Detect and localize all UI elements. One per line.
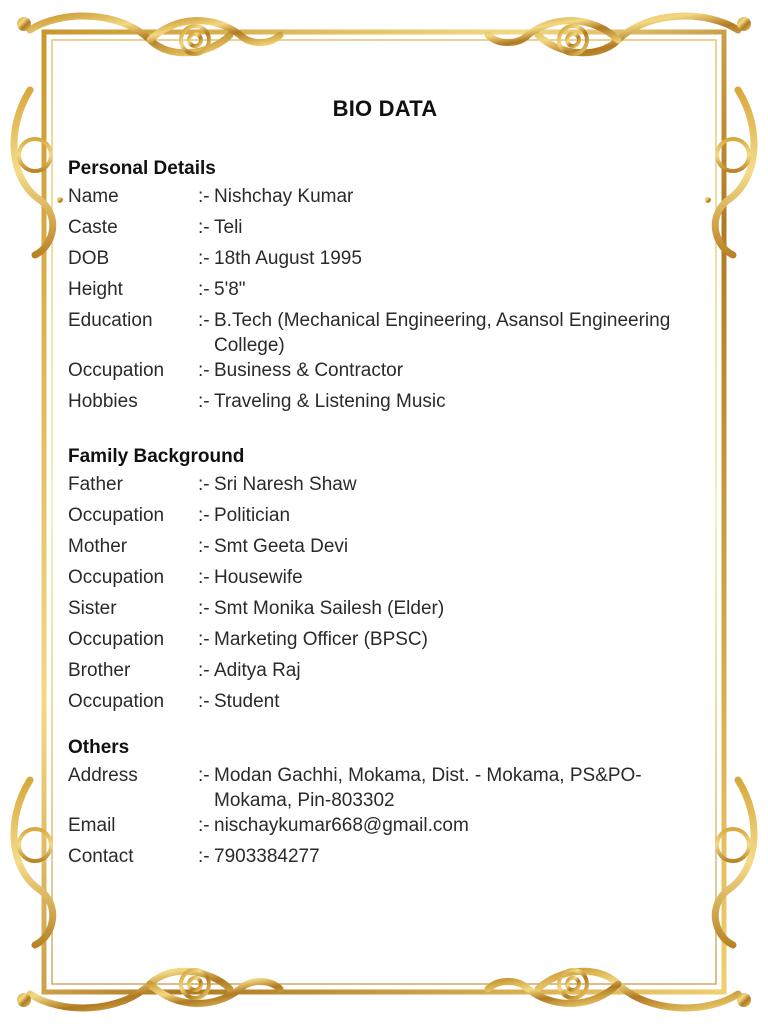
field-row [68, 472, 708, 503]
field-label: Email [68, 815, 116, 836]
document-title: BIO DATA [332, 96, 438, 121]
field-row [68, 277, 708, 308]
field-label: Mother [68, 536, 128, 557]
field-label: Education [68, 310, 153, 331]
field-separator: :- [198, 815, 210, 836]
field-row [68, 565, 708, 596]
field-row [68, 658, 708, 689]
field-row [68, 813, 708, 844]
field-row [68, 184, 708, 215]
family-background-section [68, 442, 708, 720]
field-separator: :- [198, 598, 210, 619]
field-label: Occupation [68, 360, 165, 381]
field-value: Business & Contractor [214, 360, 404, 381]
field-separator: :- [198, 310, 210, 331]
field-row [68, 358, 708, 389]
field-value: Marketing Officer (BPSC) [214, 629, 428, 650]
field-value: Housewife [214, 567, 303, 588]
field-separator: :- [198, 279, 210, 300]
field-label: Sister [68, 598, 117, 619]
field-value: B.Tech (Mechanical Engineering, Asansol Engineering College) [214, 310, 671, 356]
field-label: DOB [68, 248, 110, 269]
field-separator: :- [198, 660, 210, 681]
field-value: Aditya Raj [214, 660, 301, 681]
field-value: nischaykumar668@gmail.com [214, 815, 469, 836]
field-label: Brother [68, 660, 131, 681]
field-separator: :- [198, 846, 210, 867]
field-label: Occupation [68, 629, 165, 650]
field-separator: :- [198, 217, 210, 238]
field-row [68, 534, 708, 565]
section-heading: Personal Details [68, 158, 216, 179]
field-label: Occupation [68, 567, 165, 588]
field-separator: :- [198, 567, 210, 588]
section-heading: Family Background [68, 446, 245, 467]
field-value: Student [214, 691, 280, 712]
field-separator: :- [198, 629, 210, 650]
field-label: Occupation [68, 691, 165, 712]
field-value: 7903384277 [214, 846, 320, 867]
field-label: Address [68, 765, 138, 786]
others-section [68, 733, 708, 875]
field-value: Smt Geeta Devi [214, 536, 349, 557]
field-label: Contact [68, 846, 134, 867]
field-row [68, 246, 708, 277]
field-separator: :- [198, 248, 210, 269]
field-label: Hobbies [68, 391, 138, 412]
field-value: 5'8" [214, 279, 246, 300]
field-separator: :- [198, 391, 210, 412]
field-row [68, 215, 708, 246]
field-row [68, 308, 708, 358]
field-value: Politician [214, 505, 291, 526]
field-separator: :- [198, 691, 210, 712]
field-value: 18th August 1995 [214, 248, 362, 269]
field-label: Name [68, 186, 119, 207]
field-separator: :- [198, 360, 210, 381]
field-row [68, 844, 708, 875]
field-value: Smt Monika Sailesh (Elder) [214, 598, 445, 619]
section-heading: Others [68, 737, 130, 758]
field-separator: :- [198, 536, 210, 557]
field-separator: :- [198, 765, 210, 786]
field-row [68, 627, 708, 658]
field-separator: :- [198, 186, 210, 207]
field-row [68, 763, 708, 813]
field-label: Father [68, 474, 123, 495]
field-value: Modan Gachhi, Mokama, Dist. - Mokama, PS&PO- Mokama, Pin-803302 [214, 765, 642, 811]
field-value: Traveling & Listening Music [214, 391, 446, 412]
field-label: Occupation [68, 505, 165, 526]
field-value: Teli [214, 217, 243, 238]
field-value: Sri Naresh Shaw [214, 474, 357, 495]
field-row [68, 689, 708, 720]
field-label: Caste [68, 217, 118, 238]
field-row [68, 389, 708, 420]
field-row [68, 503, 708, 534]
field-row [68, 596, 708, 627]
field-value: Nishchay Kumar [214, 186, 354, 207]
field-separator: :- [198, 505, 210, 526]
field-label: Height [68, 279, 123, 300]
personal-details-section [68, 154, 708, 420]
field-separator: :- [198, 474, 210, 495]
